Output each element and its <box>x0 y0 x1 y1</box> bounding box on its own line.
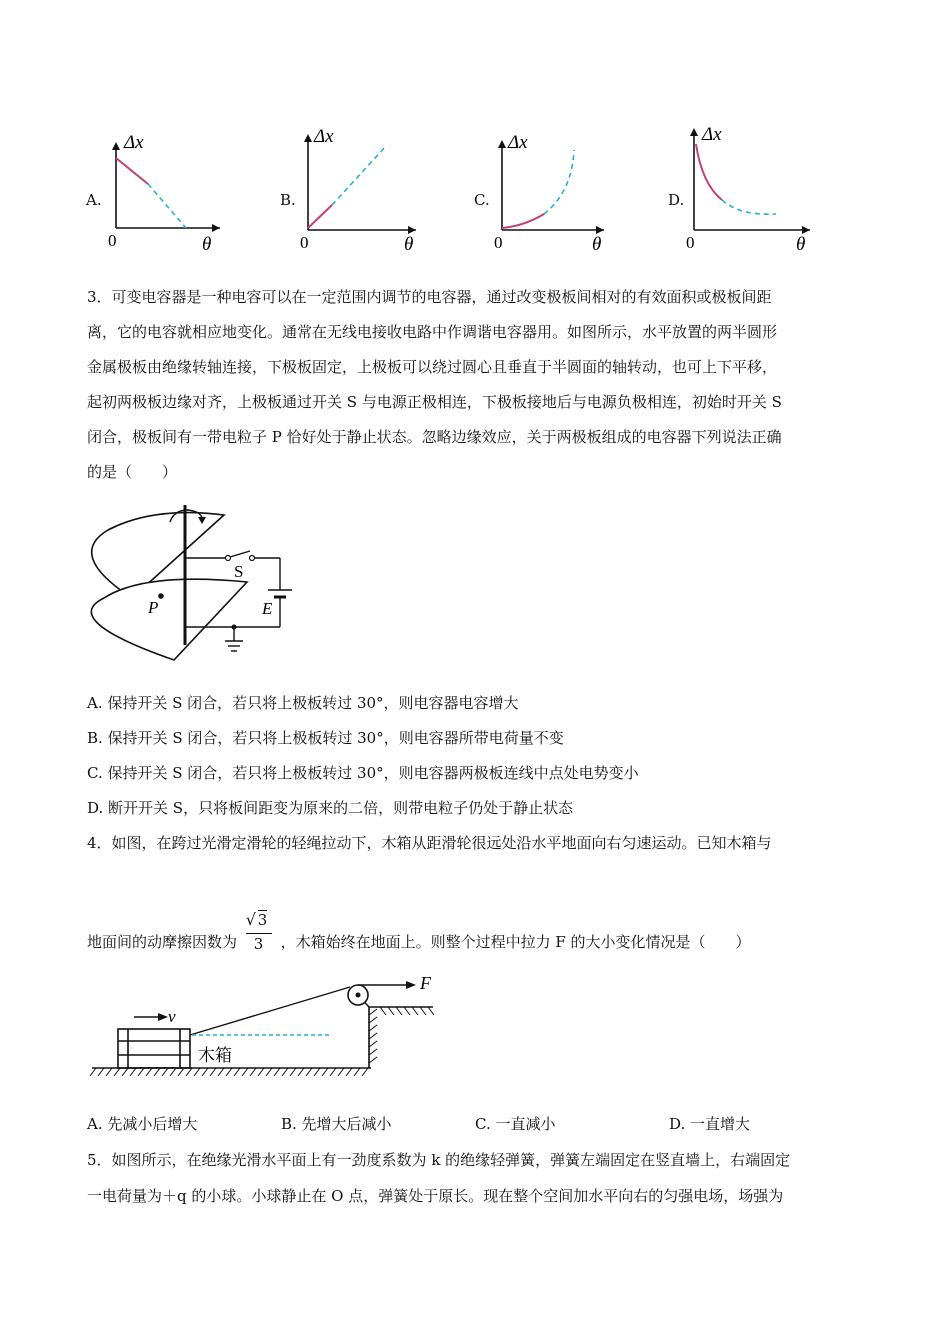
graph-a-xlabel: θ <box>202 234 212 255</box>
graph-a <box>108 120 228 255</box>
fraction-denominator: 3 <box>253 935 264 953</box>
graph-b-ylabel: Δx <box>314 126 334 147</box>
sqrt-sign: √ <box>245 910 256 929</box>
q3-option-a[interactable]: A. 保持开关 S 闭合，若只将上极板转过 30°，则电容器电容增大 <box>87 694 519 712</box>
q5-line-1: 5．如图所示，在绝缘光滑水平面上有一劲度系数为 k 的绝缘轻弹簧，弹簧左端固定在竖直墙上，右端固定 <box>87 1151 791 1169</box>
q2-graphs <box>80 120 840 260</box>
graph-b-xlabel: θ <box>404 234 414 255</box>
q4-friction-fraction <box>244 910 274 956</box>
q3-line-1: 3．可变电容器是一种电容可以在一定范围内调节的电容器，通过改变极板间相对的有效面积或极板间距 <box>87 288 772 306</box>
q3-line-4: 起初两极板边缘对齐，上极板通过开关 S 与电源正极相连，下极板接地后与电源负极相连，初始时开关 S <box>87 393 782 411</box>
q4-option-a[interactable]: A. 先减小后增大 <box>87 1115 198 1133</box>
graph-a-ylabel: Δx <box>124 132 144 153</box>
graph-c-ylabel: Δx <box>508 132 528 153</box>
graph-a-label: A. <box>86 191 102 209</box>
q4-line-2 <box>87 910 751 966</box>
q3-option-d[interactable]: D. 断开开关 S，只将板间距变为原来的二倍，则带电粒子仍处于静止状态 <box>87 799 574 817</box>
graph-c-label: C. <box>474 191 490 209</box>
graph-c-xlabel: θ <box>592 234 602 255</box>
q3-line-2: 离，它的电容就相应地变化。通常在无线电接收电路中作调谐电容器用。如图所示，水平放置的两半圆形 <box>87 323 778 341</box>
graph-b <box>300 120 425 255</box>
box-label: 木箱 <box>198 1046 232 1066</box>
switch-label: S <box>234 562 244 581</box>
graph-a-origin: 0 <box>108 231 117 250</box>
q3-line-6: 的是（ ） <box>87 463 178 481</box>
graph-c <box>494 120 614 255</box>
particle-label: P <box>148 598 159 617</box>
q4-option-d[interactable]: D. 一直增大 <box>669 1115 751 1133</box>
pulley-figure <box>88 975 443 1085</box>
q5-line-2: 一电荷量为＋q 的小球。小球静止在 O 点，弹簧处于原长。现在整个空间加水平向右的匀强电场，场强为 <box>87 1187 784 1205</box>
q4-option-b[interactable]: B. 先增大后减小 <box>281 1115 392 1133</box>
q3-option-b[interactable]: B. 保持开关 S 闭合，若只将上极板转过 30°，则电容器所带电荷量不变 <box>87 729 564 747</box>
capacitor-figure <box>84 500 314 670</box>
q4-line-1: 4．如图，在跨过光滑定滑轮的轻绳拉动下，木箱从距滑轮很远处沿水平地面向右匀速运动。已知木箱与 <box>87 834 772 852</box>
q4-line-2-after: ，木箱始终在地面上。则整个过程中拉力 F 的大小变化情况是（ ） <box>280 933 751 951</box>
q4-line-2-before: 地面间的动摩擦因数为 <box>87 933 238 951</box>
graph-d-ylabel: Δx <box>702 124 722 145</box>
graph-d-xlabel: θ <box>796 234 806 255</box>
graph-d-label: D. <box>668 191 685 209</box>
graph-d-origin: 0 <box>686 233 695 252</box>
velocity-label: v <box>168 1007 176 1026</box>
q4-option-c[interactable]: C. 一直减小 <box>475 1115 556 1133</box>
battery-label: E <box>262 599 273 618</box>
q3-line-3: 金属极板由绝缘转轴连接，下极板固定，上极板可以绕过圆心且垂直于半圆面的轴转动，也可上下平移， <box>87 358 778 376</box>
graph-d <box>686 120 816 255</box>
graph-b-label: B. <box>280 191 296 209</box>
fraction-numerator: 3 <box>257 911 268 929</box>
force-label: F <box>420 975 431 993</box>
graph-b-origin: 0 <box>300 233 309 252</box>
q3-line-5: 闭合，极板间有一带电粒子 P 恰好处于静止状态。忽略边缘效应，关于两极板组成的电容器下列说法正确 <box>87 428 782 446</box>
graph-c-origin: 0 <box>494 233 503 252</box>
q3-option-c[interactable]: C. 保持开关 S 闭合，若只将上极板转过 30°，则电容器两极板连线中点处电势变小 <box>87 764 639 782</box>
